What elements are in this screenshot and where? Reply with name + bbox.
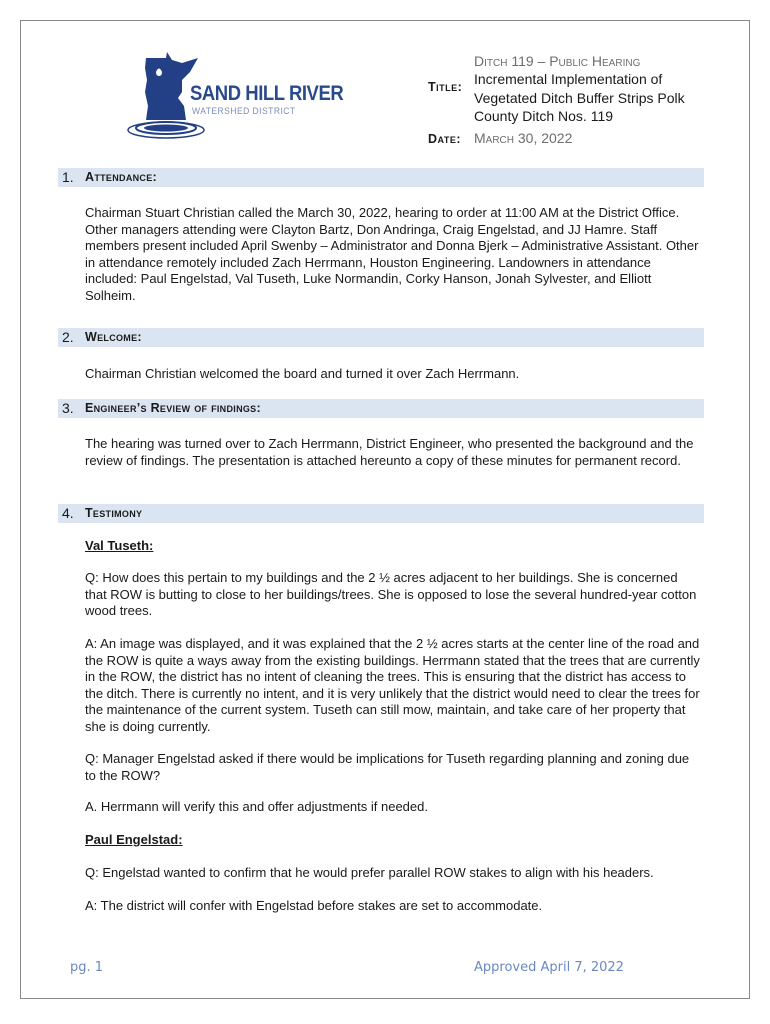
section-heading-testimony bbox=[58, 504, 704, 523]
attendance-paragraph: Chairman Stuart Christian called the March 30, 2022, hearing to order at 11:00 AM at the District Office. Other managers attending were Clayton Bartz, Don Andringa, Craig Engelstad, and JJ Hamre. Staff members present included April Swenby – Administrator and Donna Bjerk – Administrative Assistant. Other in attendance remotely included Zach Herrmann, Houston Engineering. Landowners in attendance included: Paul Engelstad, Val Tuseth, Luke Normandin, Corky Hanson, Jonah Sylvester, and Elliott Solheim. bbox=[85, 205, 699, 303]
section-heading-welcome bbox=[58, 328, 704, 347]
section-title: Testimony bbox=[85, 506, 143, 520]
document-title: Incremental Implementation of Vegetated Ditch Buffer Strips Polk County Ditch Nos. 119 bbox=[474, 71, 685, 124]
question-paragraph: Q: Manager Engelstad asked if there would be implications for Tuseth regarding planning and zoning due to the ROW? bbox=[85, 751, 690, 783]
logo-name: SAND HILL RIVER bbox=[190, 82, 344, 105]
welcome-paragraph: Chairman Christian welcomed the board and turned it over Zach Herrmann. bbox=[85, 366, 520, 381]
question-paragraph: Q: How does this pertain to my buildings and the 2 ½ acres adjacent to her buildings. She is concerned that ROW is butting to close to her buildings/trees. She is opposed to lose the several hundred-year cotton wood trees. bbox=[85, 570, 697, 618]
section-number: 1. bbox=[62, 169, 74, 185]
section-title: Attendance: bbox=[85, 170, 157, 184]
section-number: 4. bbox=[62, 505, 74, 521]
document-date: March 30, 2022 bbox=[474, 129, 573, 146]
document-header bbox=[428, 52, 728, 148]
page-number: pg. 1 bbox=[70, 960, 104, 975]
header-kicker: Ditch 119 – Public Hearing bbox=[474, 53, 641, 69]
date-label: Date: bbox=[428, 131, 462, 146]
section-title: Welcome: bbox=[85, 330, 142, 344]
answer-paragraph: A. Herrmann will verify this and offer adjustments if needed. bbox=[85, 799, 428, 814]
logo-subtitle: WATERSHED DISTRICT bbox=[192, 106, 296, 117]
engineer-review-paragraph: The hearing was turned over to Zach Herrmann, District Engineer, who presented the background and the review of findings. The presentation is attached hereunto a copy of these minutes for permanent record. bbox=[85, 436, 694, 468]
question-paragraph: Q: Engelstad wanted to confirm that he would prefer parallel ROW stakes to align with his headers. bbox=[85, 865, 654, 880]
header-date-block bbox=[428, 130, 728, 148]
section-title: Engineer’s Review of findings: bbox=[85, 401, 261, 415]
section-heading-engineer-review bbox=[58, 399, 704, 418]
answer-paragraph: A: An image was displayed, and it was explained that the 2 ½ acres starts at the center line of the road and the ROW is quite a ways away from the existing buildings. Herrmann stated that the trees that are currently in the ROW, the district has no intent of cleaning the trees. This is ensuring that the district has access to the ditch. There is currently no intent, and it is very unlikely that the district would need to clear the trees for the maintenance of the current system. Tuseth can still mow, maintain, and take care of her property that she is doing currently. bbox=[85, 636, 700, 734]
approval-note: Approved April 7, 2022 bbox=[474, 960, 624, 975]
section-heading-attendance bbox=[58, 168, 704, 187]
section-number: 2. bbox=[62, 329, 74, 345]
title-label: Title: bbox=[428, 80, 463, 94]
district-logo bbox=[120, 36, 344, 146]
section-number: 3. bbox=[62, 400, 74, 416]
header-title-block bbox=[428, 70, 728, 126]
answer-paragraph: A: The district will confer with Engelstad before stakes are set to accommodate. bbox=[85, 898, 543, 913]
speaker-heading-paul-engelstad: Paul Engelstad: bbox=[85, 832, 183, 847]
speaker-heading-val-tuseth: Val Tuseth: bbox=[85, 538, 154, 553]
